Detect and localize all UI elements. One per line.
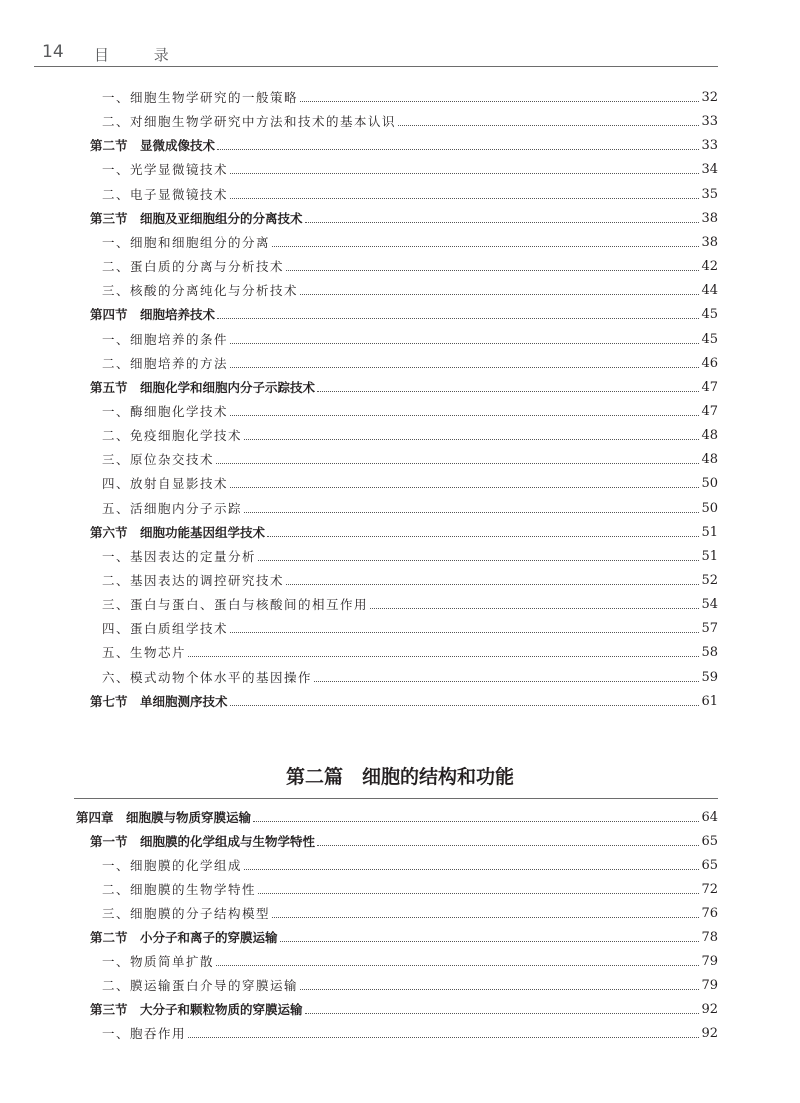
dot-leader bbox=[370, 608, 699, 609]
toc-entry-label: 二、基因表达的调控研究技术 bbox=[102, 573, 285, 588]
toc-entry-page: 45 bbox=[701, 331, 718, 347]
toc-entry-page: 72 bbox=[701, 882, 718, 897]
toc-entry-label: 一、基因表达的定量分析 bbox=[102, 548, 257, 564]
toc-entry-item bbox=[102, 495, 718, 517]
toc-entry-page: 50 bbox=[701, 500, 718, 516]
toc-entry-page: 34 bbox=[701, 162, 718, 178]
toc-entry-item bbox=[102, 398, 718, 420]
toc-entry-label: 第三节 细胞及亚细胞组分的分离技术 bbox=[90, 210, 303, 226]
dot-leader bbox=[286, 584, 699, 585]
toc-entry-section bbox=[90, 374, 718, 396]
toc-entry-item bbox=[102, 350, 718, 372]
toc-entry-page: 33 bbox=[701, 138, 718, 154]
dot-leader bbox=[216, 463, 699, 464]
toc-entry-page: 47 bbox=[701, 403, 718, 419]
toc-entry-section bbox=[90, 828, 718, 850]
toc-entry-item bbox=[102, 422, 718, 444]
toc-entry-page: 50 bbox=[701, 476, 718, 492]
toc-entry-item bbox=[102, 664, 718, 686]
toc-entry-page: 78 bbox=[701, 930, 718, 945]
toc-entry-item bbox=[102, 108, 718, 130]
toc-entry-page: 38 bbox=[701, 210, 718, 226]
toc-entry-label: 一、光学显微镜技术 bbox=[102, 162, 229, 178]
toc-entry-item bbox=[102, 876, 718, 898]
dot-leader bbox=[244, 512, 699, 513]
dot-leader bbox=[280, 941, 700, 942]
toc-entry-page: 61 bbox=[701, 693, 718, 709]
toc-entry-page: 47 bbox=[701, 379, 718, 395]
toc-entry-label: 二、细胞膜的生物学特性 bbox=[102, 882, 257, 897]
page-header bbox=[34, 40, 718, 67]
toc-entry-label: 三、细胞膜的分子结构模型 bbox=[102, 906, 271, 921]
dot-leader bbox=[230, 632, 699, 633]
toc-entry-label: 第七节 单细胞测序技术 bbox=[90, 693, 228, 709]
dot-leader bbox=[300, 989, 699, 990]
toc-entry-label: 一、物质简单扩散 bbox=[102, 954, 215, 969]
dot-leader bbox=[300, 101, 699, 102]
dot-leader bbox=[244, 869, 699, 870]
toc-entry-label: 一、细胞培养的条件 bbox=[102, 331, 229, 347]
toc-entry-item bbox=[102, 181, 718, 203]
toc-entry-page: 48 bbox=[701, 428, 718, 444]
toc-entry-item bbox=[102, 639, 718, 661]
toc-entry-item bbox=[102, 615, 718, 637]
part-divider bbox=[74, 798, 718, 799]
toc-entry-page: 65 bbox=[701, 834, 718, 849]
toc-entry-item bbox=[102, 229, 718, 251]
toc-entry-page: 48 bbox=[701, 452, 718, 468]
dot-leader bbox=[286, 270, 699, 271]
toc-entry-page: 76 bbox=[701, 906, 718, 921]
toc-entry-label: 一、胞吞作用 bbox=[102, 1026, 187, 1041]
running-title: 目 录 bbox=[94, 46, 189, 64]
toc-entry-section bbox=[90, 205, 718, 227]
toc-entry-page: 54 bbox=[701, 597, 718, 613]
toc-entry-section bbox=[90, 301, 718, 323]
toc-entry-section bbox=[90, 519, 718, 541]
toc-entry-item bbox=[102, 446, 718, 468]
dot-leader bbox=[258, 893, 699, 894]
toc-entry-page: 51 bbox=[701, 548, 718, 564]
dot-leader bbox=[230, 173, 699, 174]
dot-leader bbox=[398, 125, 699, 126]
dot-leader bbox=[230, 198, 699, 199]
toc-entry-label: 第二节 显微成像技术 bbox=[90, 138, 216, 154]
toc-entry-item bbox=[102, 567, 718, 589]
toc-entry-page: 79 bbox=[701, 978, 718, 993]
toc-entry-chapter bbox=[76, 804, 718, 826]
toc-entry-item bbox=[102, 972, 718, 994]
toc-entry-page: 33 bbox=[701, 114, 718, 130]
toc-entry-section bbox=[90, 996, 718, 1018]
toc-entry-label: 一、细胞生物学研究的一般策略 bbox=[102, 90, 299, 105]
dot-leader bbox=[305, 1013, 700, 1014]
toc-entry-item bbox=[102, 84, 718, 106]
dot-leader bbox=[272, 917, 699, 918]
toc-entry-label: 第一节 细胞膜的化学组成与生物学特性 bbox=[90, 834, 316, 849]
toc-entry-label: 第四章 细胞膜与物质穿膜运输 bbox=[76, 810, 252, 825]
toc-entry-page: 59 bbox=[701, 669, 718, 685]
toc-entry-item bbox=[102, 852, 718, 874]
toc-entry-page: 38 bbox=[701, 234, 718, 250]
toc-entry-label: 三、核酸的分离纯化与分析技术 bbox=[102, 283, 299, 299]
toc-entry-page: 79 bbox=[701, 954, 718, 969]
dot-leader bbox=[188, 1037, 699, 1038]
toc-entry-label: 第六节 细胞功能基因组学技术 bbox=[90, 524, 266, 540]
toc-entry-page: 45 bbox=[701, 307, 718, 323]
toc-entry-label: 一、细胞膜的化学组成 bbox=[102, 858, 243, 873]
dot-leader bbox=[188, 656, 699, 657]
toc-entry-label: 二、细胞培养的方法 bbox=[102, 355, 229, 371]
toc-entry-item bbox=[102, 253, 718, 275]
toc-entry-label: 五、生物芯片 bbox=[102, 645, 187, 661]
toc-entry-label: 三、原位杂交技术 bbox=[102, 452, 215, 468]
toc-entry-label: 第二节 小分子和离子的穿膜运输 bbox=[90, 930, 278, 945]
dot-leader bbox=[317, 845, 699, 846]
toc-entry-page: 64 bbox=[701, 810, 718, 825]
toc-entry-page: 57 bbox=[701, 621, 718, 637]
toc-entry-page: 58 bbox=[701, 645, 718, 661]
toc-entry-page: 35 bbox=[701, 186, 718, 202]
toc-entry-label: 一、细胞和细胞组分的分离 bbox=[102, 234, 271, 250]
toc-entry-label: 四、放射自显影技术 bbox=[102, 476, 229, 492]
toc-entry-page: 32 bbox=[701, 90, 718, 105]
toc-entry-page: 52 bbox=[701, 573, 718, 588]
dot-leader bbox=[217, 318, 699, 319]
dot-leader bbox=[230, 367, 699, 368]
toc-entry-page: 46 bbox=[701, 355, 718, 371]
dot-leader bbox=[230, 705, 700, 706]
toc-entry-label: 三、蛋白与蛋白、蛋白与核酸间的相互作用 bbox=[102, 597, 369, 613]
dot-leader bbox=[272, 246, 699, 247]
toc-entry-item bbox=[102, 156, 718, 178]
toc-entry-label: 四、蛋白质组学技术 bbox=[102, 621, 229, 637]
dot-leader bbox=[230, 487, 699, 488]
dot-leader bbox=[267, 536, 699, 537]
toc-entry-section bbox=[90, 132, 718, 154]
dot-leader bbox=[217, 149, 699, 150]
dot-leader bbox=[216, 965, 699, 966]
dot-leader bbox=[230, 343, 699, 344]
toc-entry-item bbox=[102, 326, 718, 348]
toc-entry-section bbox=[90, 924, 718, 946]
toc-entry-item bbox=[102, 900, 718, 922]
dot-leader bbox=[258, 560, 699, 561]
toc-entry-page: 42 bbox=[701, 259, 718, 275]
toc-entry-label: 第五节 细胞化学和细胞内分子示踪技术 bbox=[90, 379, 316, 395]
toc-entry-label: 二、免疫细胞化学技术 bbox=[102, 428, 243, 444]
dot-leader bbox=[305, 222, 700, 223]
dot-leader bbox=[244, 439, 699, 440]
toc-entry-label: 五、活细胞内分子示踪 bbox=[102, 500, 243, 516]
toc-entry-item bbox=[102, 591, 718, 613]
dot-leader bbox=[230, 415, 699, 416]
toc-entry-label: 第四节 细胞培养技术 bbox=[90, 307, 216, 323]
toc-entry-label: 六、模式动物个体水平的基因操作 bbox=[102, 669, 313, 685]
toc-entry-item bbox=[102, 543, 718, 565]
part-title: 第二篇 细胞的结构和功能 bbox=[285, 766, 514, 788]
toc-entry-item bbox=[102, 948, 718, 970]
dot-leader bbox=[314, 681, 699, 682]
toc-entry-section bbox=[90, 688, 718, 710]
toc-entry-page: 65 bbox=[701, 858, 718, 873]
toc-entry-label: 第三节 大分子和颗粒物质的穿膜运输 bbox=[90, 1002, 303, 1017]
toc-entry-item bbox=[102, 470, 718, 492]
toc-entry-label: 二、膜运输蛋白介导的穿膜运输 bbox=[102, 978, 299, 993]
toc-entry-item bbox=[102, 277, 718, 299]
toc-entry-label: 二、蛋白质的分离与分析技术 bbox=[102, 259, 285, 275]
toc-entry-item bbox=[102, 1020, 718, 1042]
dot-leader bbox=[317, 391, 699, 392]
toc-entry-label: 二、电子显微镜技术 bbox=[102, 186, 229, 202]
toc-entry-page: 51 bbox=[701, 524, 718, 540]
toc-entry-page: 92 bbox=[701, 1002, 718, 1017]
toc-entry-page: 44 bbox=[701, 283, 718, 299]
page-number: 14 bbox=[42, 42, 64, 62]
dot-leader bbox=[253, 821, 699, 822]
toc-entry-label: 二、对细胞生物学研究中方法和技术的基本认识 bbox=[102, 114, 397, 130]
toc-entry-label: 一、酶细胞化学技术 bbox=[102, 403, 229, 419]
toc-entry-page: 92 bbox=[701, 1026, 718, 1041]
dot-leader bbox=[300, 294, 699, 295]
